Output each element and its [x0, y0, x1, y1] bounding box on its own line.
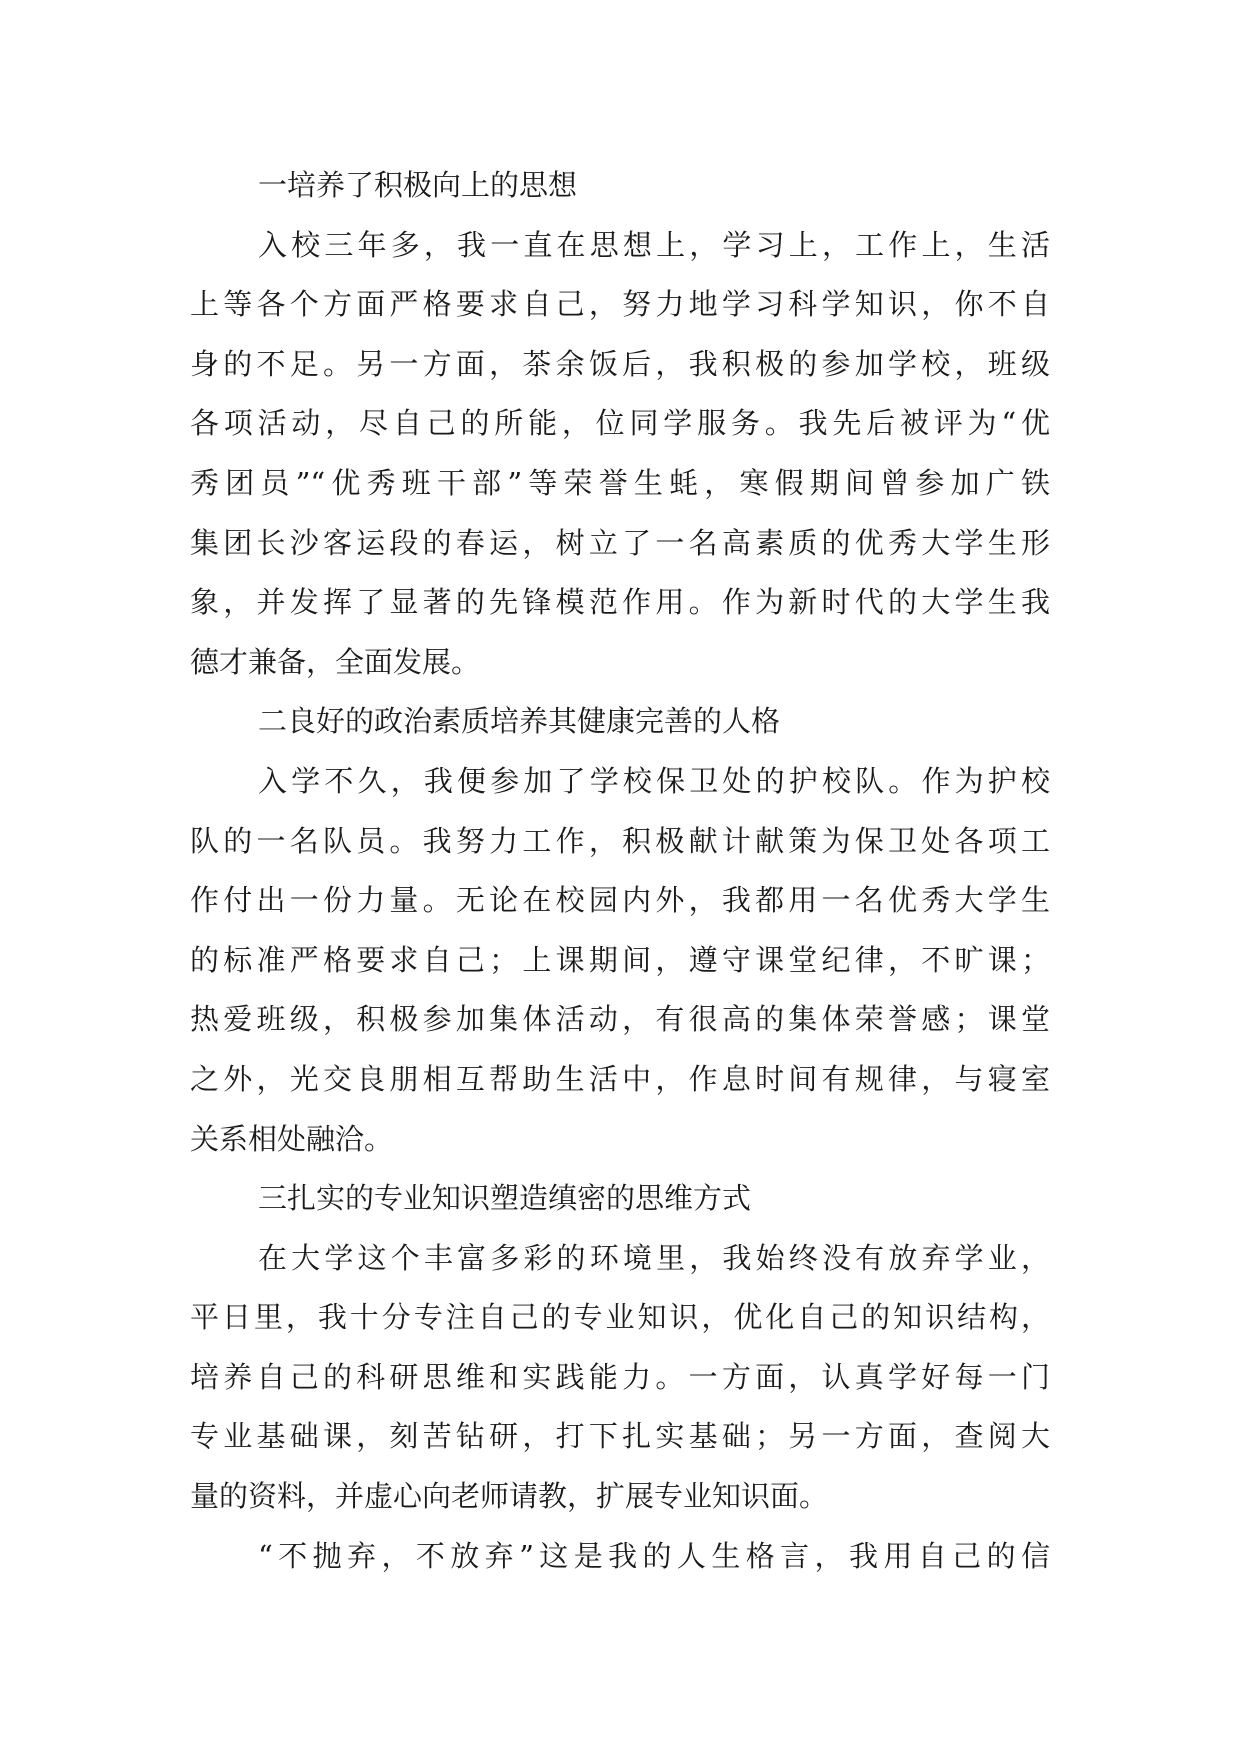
text-line: 集团长沙客运段的春运，树立了一名高素质的优秀大学生形: [190, 525, 1050, 560]
text-line: 各项活动，尽自己的所能，位同学服务。我先后被评为“优: [190, 406, 1050, 441]
text-line: 热爱班级，积极参加集体活动，有很高的集体荣誉感；课堂: [190, 1002, 1050, 1037]
text-line: 在大学这个丰富多彩的环境里，我始终没有放弃学业，: [258, 1240, 1050, 1275]
text-line: 队的一名队员。我努力工作，积极献计献策为保卫处各项工: [190, 823, 1050, 858]
text-line: 三扎实的专业知识塑造缜密的思维方式: [258, 1181, 752, 1216]
text-line: 专业基础课，刻苦钻研，打下扎实基础；另一方面，查阅大: [190, 1419, 1050, 1454]
text-line: 的标准严格要求自己；上课期间，遵守课堂纪律，不旷课；: [190, 942, 1050, 977]
text-line: 二良好的政治素质培养其健康完善的人格: [258, 704, 781, 739]
text-line: 象，并发挥了显著的先锋模范作用。作为新时代的大学生我: [190, 585, 1050, 620]
text-line: 量的资料，并虚心向老师请教，扩展专业知识面。: [190, 1479, 829, 1514]
text-line: “不抛弃，不放弃”这是我的人生格言，我用自己的信: [258, 1538, 1050, 1573]
text-line: 身的不足。另一方面，茶余饭后，我积极的参加学校，班级: [190, 346, 1050, 381]
text-line: 秀团员”“优秀班干部”等荣誉生蚝，寒假期间曾参加广铁: [190, 465, 1050, 500]
text-line: 一培养了积极向上的思想: [258, 168, 578, 202]
text-line: 入学不久，我便参加了学校保卫处的护校队。作为护校: [258, 763, 1050, 798]
text-line: 德才兼备，全面发展。: [190, 644, 481, 679]
text-line: 培养自己的科研思维和实践能力。一方面，认真学好每一门: [190, 1359, 1050, 1394]
text-line: 之外，光交良朋相互帮助生活中，作息时间有规律，与寝室: [190, 1061, 1050, 1096]
text-line: 作付出一份力量。无论在校园内外，我都用一名优秀大学生: [190, 883, 1050, 918]
text-line: 入校三年多，我一直在思想上，学习上，工作上，生活: [258, 227, 1050, 262]
document-body: [190, 156, 1050, 1586]
text-line: 上等各个方面严格要求自己，努力地学习科学知识，你不自: [190, 287, 1050, 322]
text-line: 平日里，我十分专注自己的专业知识，优化自己的知识结构，: [190, 1300, 1050, 1335]
text-line: 关系相处融洽。: [190, 1121, 394, 1156]
